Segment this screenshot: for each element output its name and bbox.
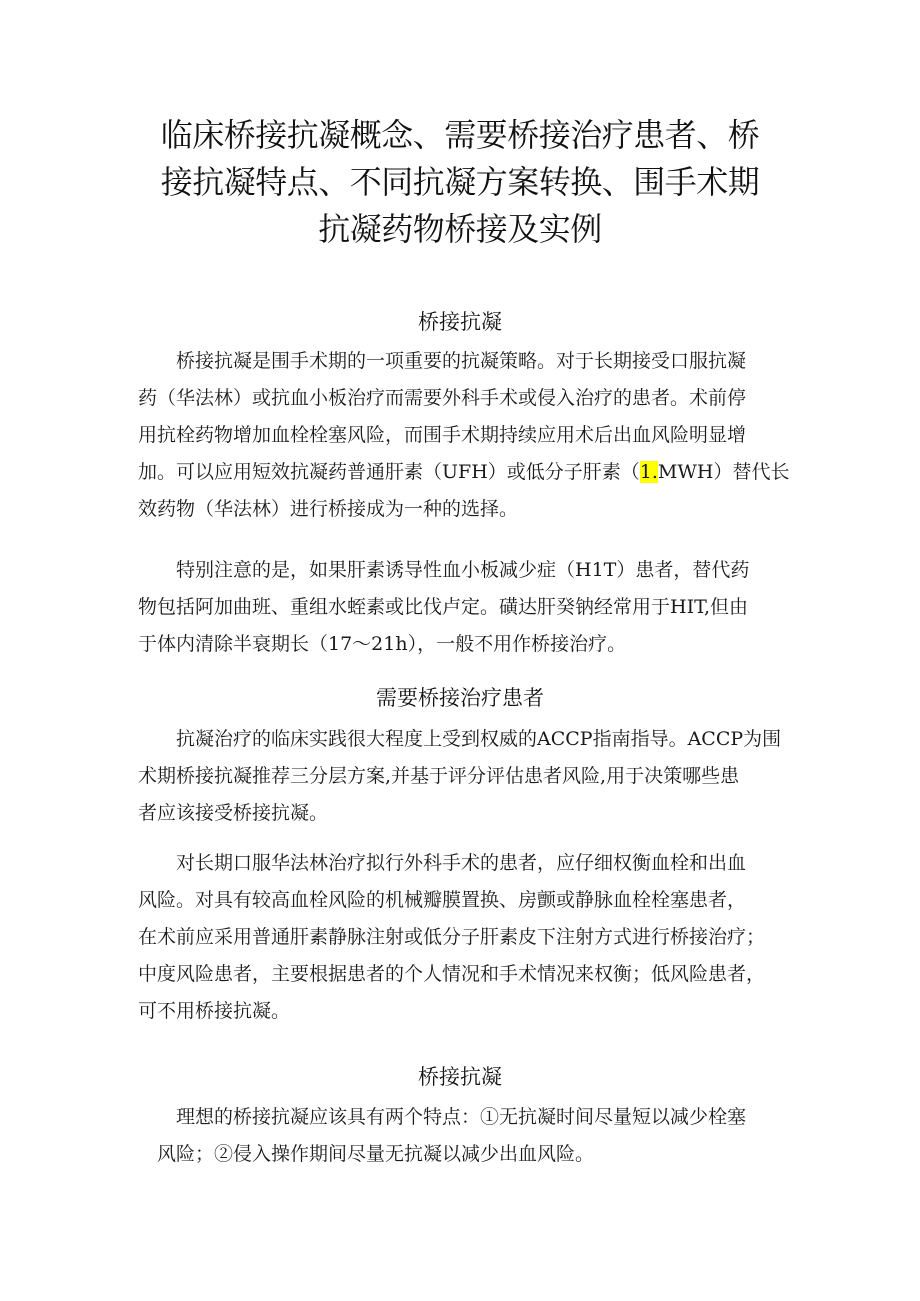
paragraph: 抗凝治疗的临床实践很大程度上受到权威的ACCP指南指导。ACCP为围 术期桥接抗凝推荐三分层方案,并基于评分评估患者风险,用于决策哪些患 者应该接受桥接抗凝。 <box>138 728 782 824</box>
paragraph: 对长期口服华法林治疗拟行外科手术的患者，应仔细权衡血栓和出血 风险。对具有较高血栓风险的机械瓣膜置换、房颤或静脉血栓栓塞患者， 在术前应采用普通肝素静脉注射或低分子肝素皮下注射方式进行桥接治疗； 中度风险患者，主要根据患者的个人情况和手术情况来权衡；低风险患者， 可不用桥接抗凝。 <box>138 852 766 1022</box>
paragraph: 理想的桥接抗凝应该具有两个特点：①无抗凝时间尽量短以减少栓塞 风险；②侵入操作期间尽量无抗凝以减少出血风险。 <box>138 1106 747 1165</box>
section-heading: 桥接抗凝 <box>418 1065 502 1089</box>
title-line: 接抗凝特点、不同抗凝方案转换、围手术期 <box>160 163 760 201</box>
document-title <box>150 112 770 253</box>
title-line: 抗凝药物桥接及实例 <box>318 210 602 248</box>
section-heading: 需要桥接治疗患者 <box>376 686 544 710</box>
section-heading: 桥接抗凝 <box>418 310 502 334</box>
paragraph: 桥接抗凝是围手术期的一项重要的抗凝策略。对于长期接受口服抗凝 药（华法林）或抗血小板治疗而需要外科手术或侵入治疗的患者。术前停 用抗栓药物增加血栓栓塞风险，而围手术期持续应用术后出血风险明显增 加。可以应用短效抗凝药普通肝素（UFH）或低分子肝素（1.MWH）替代长 效药物（华法林）进行桥接成为一种的选择。 <box>138 350 790 520</box>
title-line: 临床桥接抗凝概念、需要桥接治疗患者、桥 <box>160 116 760 154</box>
paragraph: 特别注意的是，如果肝素诱导性血小板减少症（H1T）患者，替代药 物包括阿加曲班、重组水蛭素或比伐卢定。磺达肝癸钠经常用于HIT,但由 于体内清除半衰期长（17～21h），一般不用作桥接治疗。 <box>138 559 750 655</box>
highlighted-text: 1. <box>639 461 658 483</box>
